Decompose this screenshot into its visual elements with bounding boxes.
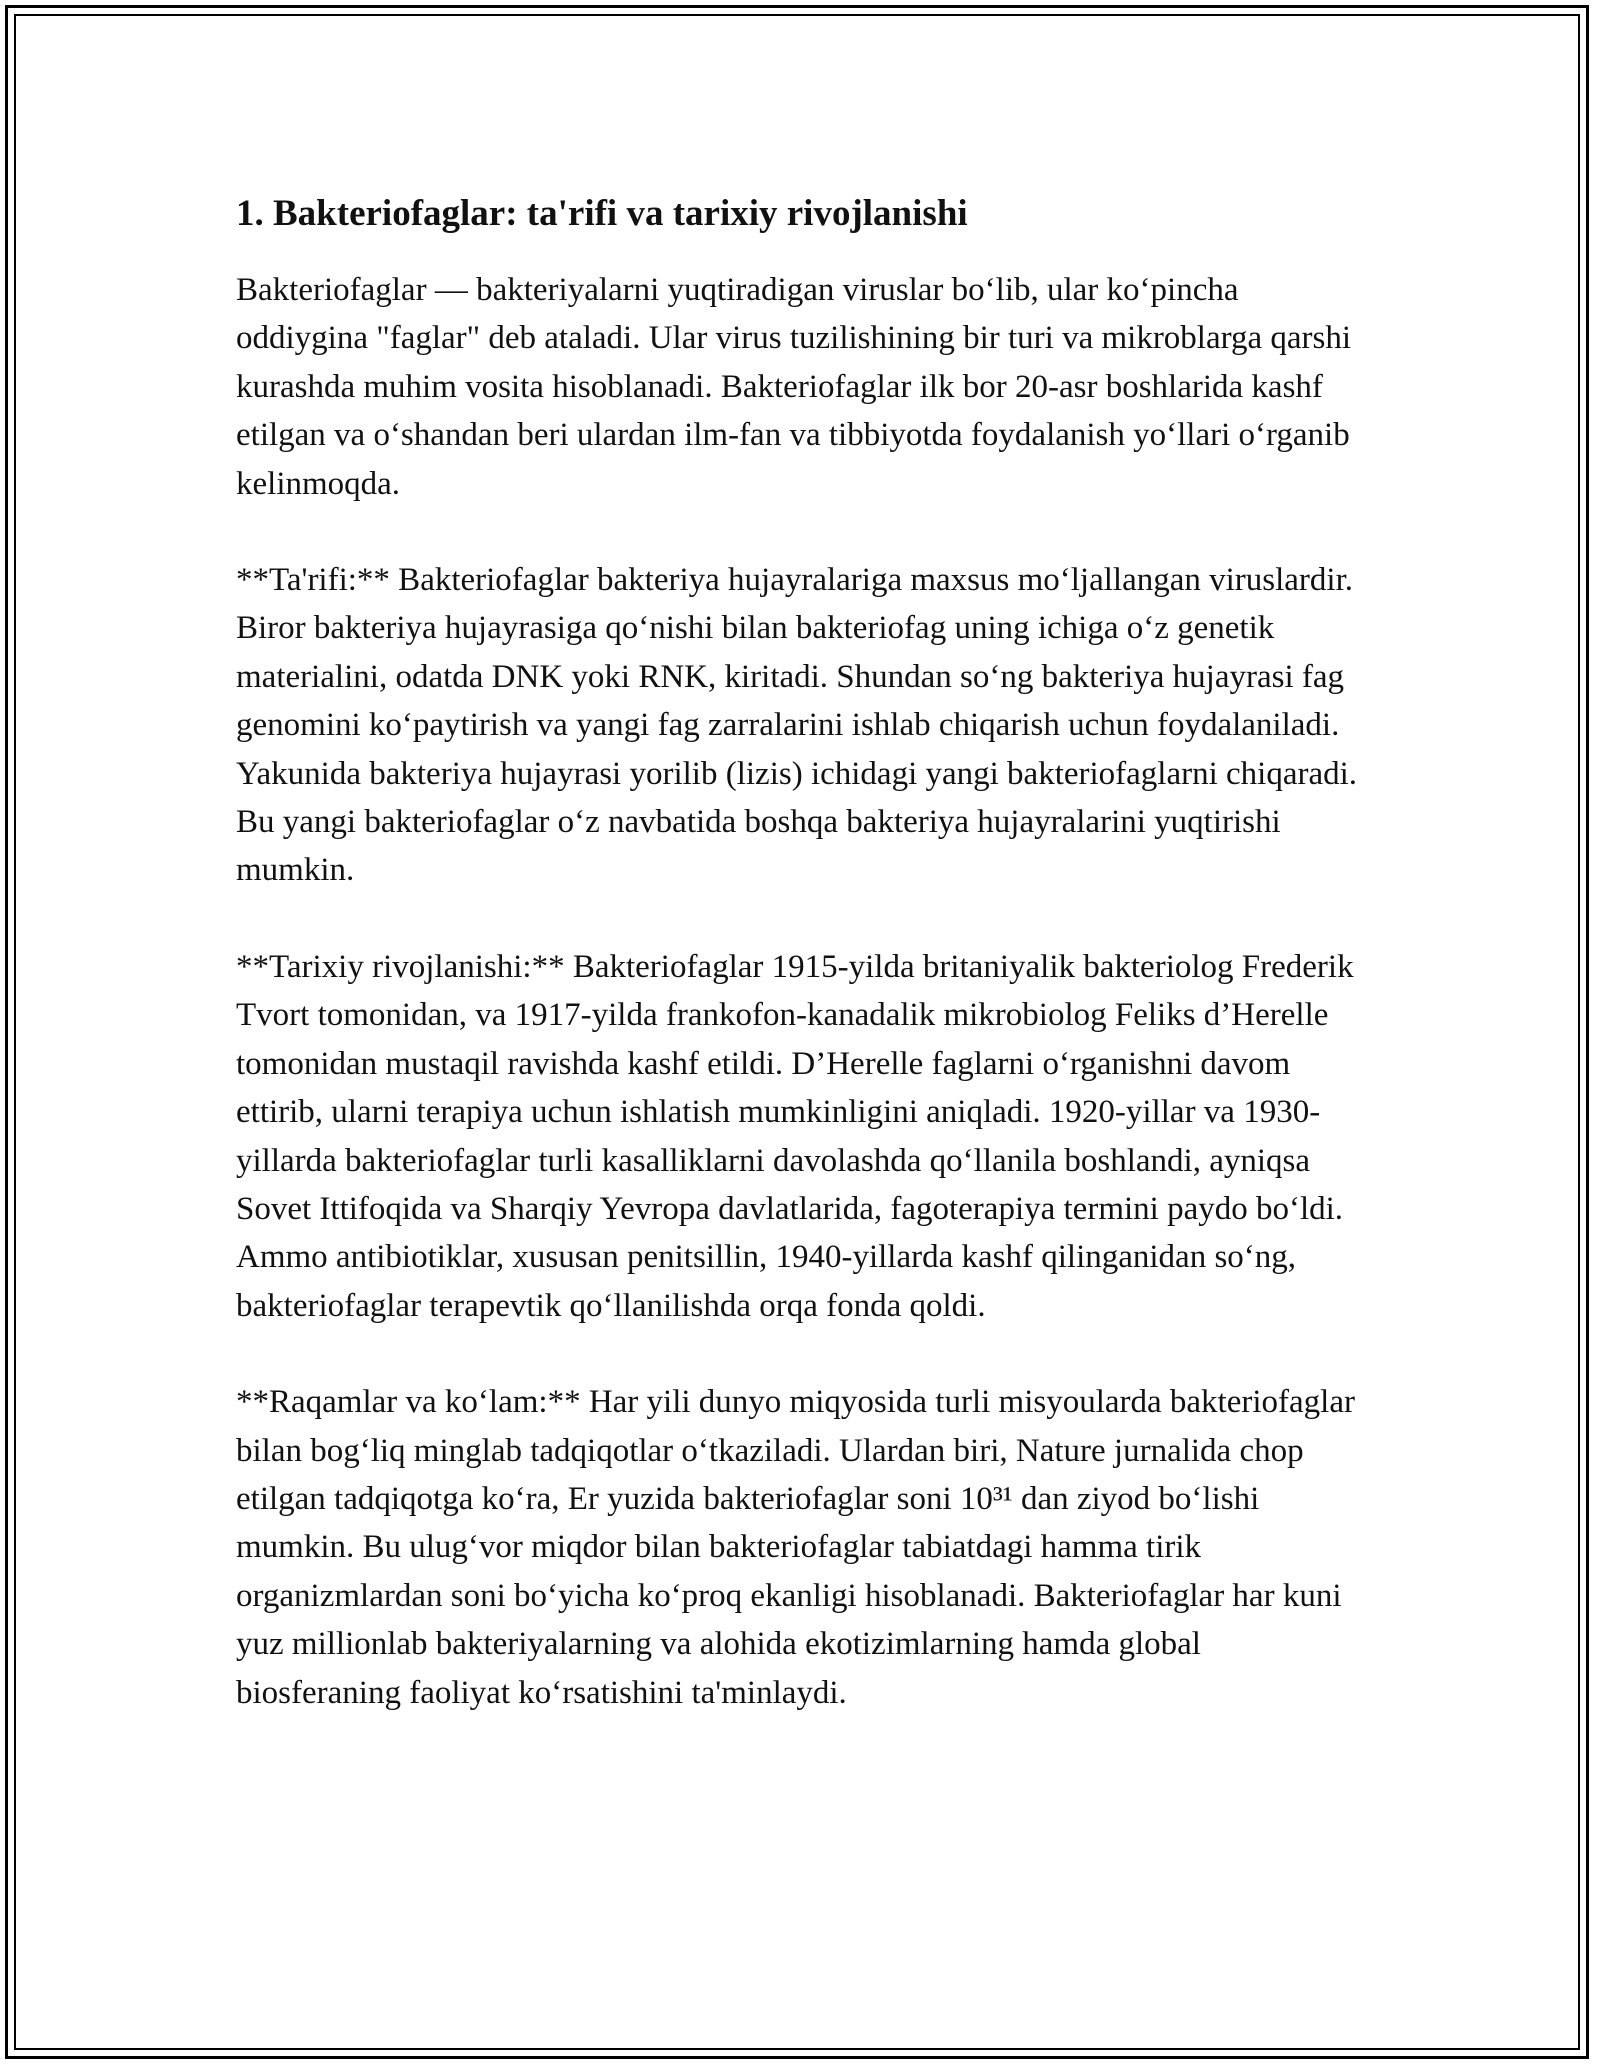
paragraph-history: **Tarixiy rivojlanishi:** Bakteriofaglar 1915-yilda britaniyalik bakteriolog Frederik Tvort tomonidan, va 1917-yilda frankofon-kanadalik mikrobiolog Feliks d’Herelle tomonidan mustaqil ravishda kashf etildi. D’Herelle faglarni o‘rganishni davom ettirib, ularni terapiya uchun ishlatish mumkinligini aniqladi. 1920-yillar va 1930-yillarda bakteriofaglar turli kasalliklarni davolashda qo‘llanila boshlandi, ayniqsa Sovet Ittifoqida va Sharqiy Yevropa davlatlarida, fagoterapiya termini paydo bo‘ldi. Ammo antibiotiklar, xususan penitsillin, 1940-yillarda kashf qilinganidan so‘ng, bakteriofaglar terapevtik qo‘llanilishda orqa fonda qoldi. <box>236 948 1354 1324</box>
document-body <box>236 186 1366 1717</box>
section-heading: 1. Bakteriofaglar: ta'rifi va tarixiy rivojlanishi <box>236 193 968 234</box>
paragraph-intro: Bakteriofaglar — bakteriyalarni yuqtiradigan viruslar bo‘lib, ular ko‘pincha oddiygina "faglar" deb ataladi. Ular virus tuzilishining bir turi va mikroblarga qarshi kurashda muhim vosita hisoblanadi. Bakteriofaglar ilk bor 20-asr boshlarida kashf etilgan va o‘shandan beri ulardan ilm-fan va tibbiyotda foydalanish yo‘llari o‘rganib kelinmoqda. <box>236 272 1352 502</box>
paragraph-numbers: **Raqamlar va ko‘lam:** Har yili dunyo miqyosida turli misyoularda bakteriofaglar bilan bog‘liq minglab tadqiqotlar o‘tkaziladi. Ulardan biri, Nature jurnalida chop etilgan tadqiqotga ko‘ra, Er yuzida bakteriofaglar soni 10³¹ dan ziyod bo‘lishi mumkin. Bu ulug‘vor miqdor bilan bakteriofaglar tabiatdagi hamma tirik organizmlardan soni bo‘yicha ko‘proq ekanligi hisoblanadi. Bakteriofaglar har kuni yuz millionlab bakteriyalarning va alohida ekotizimlarning hamda global biosferaning faoliyat ko‘rsatishini ta'minlaydi. <box>236 1384 1355 1711</box>
paragraph-definition: **Ta'rifi:** Bakteriofaglar bakteriya hujayralariga maxsus mo‘ljallangan viruslardir. Biror bakteriya hujayrasiga qo‘nishi bilan bakteriofag uning ichiga o‘z genetik materialini, odatda DNK yoki RNK, kiritadi. Shundan so‘ng bakteriya hujayrasi fag genomini ko‘paytirish va yangi fag zarralarini ishlab chiqarish uchun foydalaniladi. Yakunida bakteriya hujayrasi yorilib (lizis) ichidagi yangi bakteriofaglarni chiqaradi. Bu yangi bakteriofaglar o‘z navbatida boshqa bakteriya hujayralarini yuqtirishi mumkin. <box>236 562 1358 889</box>
